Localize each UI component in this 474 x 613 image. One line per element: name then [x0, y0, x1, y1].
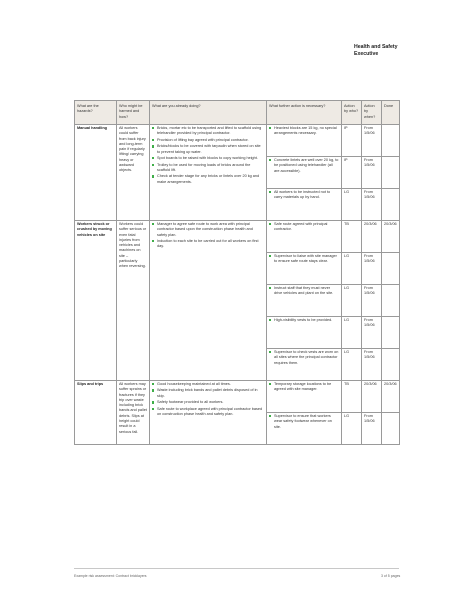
- further-action: [269, 222, 339, 233]
- done-cell: [382, 412, 400, 444]
- control-measure-text: Provision of lifting bay agreed with principal contractor.: [157, 137, 249, 142]
- done-cell: [382, 284, 400, 316]
- control-measure-text: Waste including brick bands and pallet debris disposed of in skip.: [157, 388, 258, 398]
- further-action: [269, 414, 339, 430]
- further-action: [269, 286, 339, 297]
- action-by-when-cell: From 1/5/06: [362, 252, 382, 284]
- green-bullet-icon: [269, 351, 271, 353]
- done-cell: [382, 348, 400, 380]
- action-by-when-cell: 20/3/06: [362, 220, 382, 252]
- done-cell: [382, 156, 400, 188]
- control-measure: [152, 156, 264, 161]
- green-bullet-icon: [152, 175, 154, 177]
- org-line-2: Executive: [354, 51, 379, 57]
- control-measure-text: Trolley to be used for moving loads of bricks around the scaffold lift.: [157, 162, 251, 172]
- further-action: [269, 254, 339, 265]
- action-by-when-cell: From 1/5/06: [362, 156, 382, 188]
- header-action-by-when: Action by when?: [362, 101, 382, 125]
- control-measure-text: Safe route to workplace agreed with principal contractor based on construction phase health and safety plan.: [157, 406, 263, 417]
- further-action: [269, 382, 339, 393]
- green-bullet-icon: [152, 240, 154, 242]
- table-row: [75, 380, 400, 412]
- action-by-who-cell: LG: [342, 316, 362, 348]
- green-bullet-icon: [152, 157, 154, 159]
- done-cell: [382, 252, 400, 284]
- action-by-when-cell: From 1/5/06: [362, 412, 382, 444]
- action-by-when-cell: From 1/5/06: [362, 348, 382, 380]
- control-measure: [152, 138, 264, 143]
- footer-title: Example risk assessment: Contract bricklayers: [74, 574, 147, 578]
- green-bullet-icon: [152, 127, 154, 129]
- table-row: [75, 220, 400, 252]
- further-action-cell: [267, 156, 342, 188]
- green-bullet-icon: [269, 319, 271, 321]
- further-action-cell: [267, 252, 342, 284]
- control-measure-text: Manager to agree safe route to work area with principal contractor based upon the construction phase health and safety plan.: [157, 222, 253, 237]
- control-measure: [152, 388, 264, 399]
- green-bullet-icon: [152, 223, 154, 225]
- control-measure: [152, 239, 264, 250]
- org-line-1: Health and Safety: [354, 44, 398, 50]
- further-action: [269, 318, 339, 323]
- table-body: [75, 124, 400, 444]
- control-measure: [152, 144, 264, 155]
- already-doing-cell: [150, 380, 267, 444]
- header-done: Done: [382, 101, 400, 125]
- footer-rule: [74, 568, 399, 569]
- organisation-name: [354, 44, 414, 58]
- green-bullet-icon: [152, 408, 154, 410]
- control-measure-text: Bricks/blocks to be covered with tarpaulin when stored on site to prevent taking up water.: [157, 144, 261, 154]
- control-measure-text: Bricks, mortar etc to be transported and lifted to scaffold using telehandler provided by principal contractor.: [157, 126, 262, 136]
- action-by-when-cell: From 1/5/06: [362, 188, 382, 220]
- further-action-cell: [267, 412, 342, 444]
- header-action-by-who: Action by who?: [342, 101, 362, 125]
- further-action-text: Supervisor to ensure that workers wear safety footwear whenever on site.: [274, 414, 332, 429]
- further-action-text: Concrete lintels are well over 20 kg, to be positioned using telehandler (all are accessible).: [274, 158, 339, 173]
- who-harmed-cell: Workers could suffer serious or even fatal injuries from vehicles and machines on site – particularly when reversing.: [117, 220, 150, 380]
- who-harmed-cell: All workers may suffer sprains or fractures if they trip over waste including brick bands and pallet debris. Slips at height could result in a serious fall.: [117, 380, 150, 444]
- further-action-cell: [267, 188, 342, 220]
- who-harmed-cell: All workers could suffer from back injury and long-term pain if regularly lifting/ carrying heavy or awkward objects.: [117, 124, 150, 220]
- done-cell: [382, 124, 400, 156]
- green-bullet-icon: [269, 383, 271, 385]
- control-measure-text: Check at tender stage for any bricks or lintels over 20 kg and make arrangements.: [157, 174, 260, 184]
- control-measure: [152, 174, 264, 185]
- further-action-cell: [267, 316, 342, 348]
- done-cell: 20/3/06: [382, 380, 400, 412]
- further-action-text: Heaviest blocks are 15 kg, no special arrangements necessary.: [274, 126, 337, 136]
- action-by-who-cell: LG: [342, 348, 362, 380]
- already-doing-cell: [150, 124, 267, 220]
- further-action-cell: [267, 124, 342, 156]
- page-number: 3 of 5 pages: [381, 574, 401, 578]
- done-cell: [382, 316, 400, 348]
- header-hazards: What are the hazards?: [75, 101, 117, 125]
- done-cell: 20/3/06: [382, 220, 400, 252]
- action-by-who-cell: TB: [342, 220, 362, 252]
- action-by-who-cell: LG: [342, 284, 362, 316]
- action-by-when-cell: From 1/5/06: [362, 124, 382, 156]
- control-measure-text: Safety footwear provided to all workers.: [157, 400, 224, 405]
- further-action-cell: [267, 380, 342, 412]
- green-bullet-icon: [269, 415, 271, 417]
- control-measure: [152, 163, 264, 174]
- control-measure: [152, 222, 264, 238]
- green-bullet-icon: [152, 389, 154, 391]
- green-bullet-icon: [269, 191, 271, 193]
- further-action-text: Instruct staff that they must never drive vehicles and plant on the site.: [274, 286, 334, 296]
- green-bullet-icon: [269, 255, 271, 257]
- control-measure: [152, 126, 264, 137]
- table-row: [75, 124, 400, 156]
- further-action: [269, 350, 339, 366]
- green-bullet-icon: [152, 139, 154, 141]
- further-action-text: All workers to be instructed not to carry materials up by hand.: [274, 190, 331, 200]
- further-action: [269, 126, 339, 137]
- green-bullet-icon: [152, 145, 154, 147]
- action-by-who-cell: LG: [342, 252, 362, 284]
- further-action-text: Temporary storage locations to be agreed with site manager.: [274, 382, 332, 392]
- further-action: [269, 190, 339, 201]
- control-measure-text: Good housekeeping maintained at all times.: [157, 382, 231, 386]
- action-by-when-cell: From 1/5/06: [362, 284, 382, 316]
- hazard-cell: Manual handling: [75, 124, 117, 220]
- action-by-who-cell: TB: [342, 380, 362, 412]
- control-measure-text: Induction to each site to be carried out for all workers on first day.: [157, 239, 259, 249]
- control-measure: [152, 407, 264, 418]
- action-by-who-cell: LG: [342, 412, 362, 444]
- action-by-who-cell: IP: [342, 156, 362, 188]
- further-action: [269, 158, 339, 174]
- action-by-when-cell: From 1/5/06: [362, 316, 382, 348]
- further-action-text: Supervisor to liaise with site manager to ensure safe route stays clear.: [274, 254, 337, 264]
- green-bullet-icon: [269, 287, 271, 289]
- action-by-who-cell: LG: [342, 188, 362, 220]
- table-header-row: [75, 101, 400, 125]
- already-doing-cell: [150, 220, 267, 380]
- further-action-cell: [267, 284, 342, 316]
- green-bullet-icon: [152, 383, 154, 385]
- control-measure: [152, 382, 264, 387]
- control-measure-text: Spot boards to be raised with blocks to copy working height.: [157, 156, 258, 161]
- hazard-cell: Slips and trips: [75, 380, 117, 444]
- further-action-cell: [267, 220, 342, 252]
- further-action-text: Supervisor to check vests are worn on all sites where the principal contractor requires them.: [274, 350, 339, 365]
- header-who-harmed: Who might be harmed and how?: [117, 101, 150, 125]
- green-bullet-icon: [269, 159, 271, 161]
- green-bullet-icon: [269, 223, 271, 225]
- further-action-text: Safe route agreed with principal contractor.: [274, 222, 328, 232]
- further-action-text: High-visibility vests to be provided.: [274, 318, 333, 322]
- hazard-cell: Workers struck or crushed by moving vehicles on site: [75, 220, 117, 380]
- action-by-when-cell: 20/3/06: [362, 380, 382, 412]
- green-bullet-icon: [152, 401, 154, 403]
- header-further-action: What further action is necessary?: [267, 101, 342, 125]
- done-cell: [382, 188, 400, 220]
- action-by-who-cell: IP: [342, 124, 362, 156]
- header-already-doing: What are you already doing?: [150, 101, 267, 125]
- green-bullet-icon: [269, 127, 271, 129]
- green-bullet-icon: [152, 164, 154, 166]
- risk-assessment-table: [74, 100, 400, 445]
- further-action-cell: [267, 348, 342, 380]
- control-measure: [152, 400, 264, 405]
